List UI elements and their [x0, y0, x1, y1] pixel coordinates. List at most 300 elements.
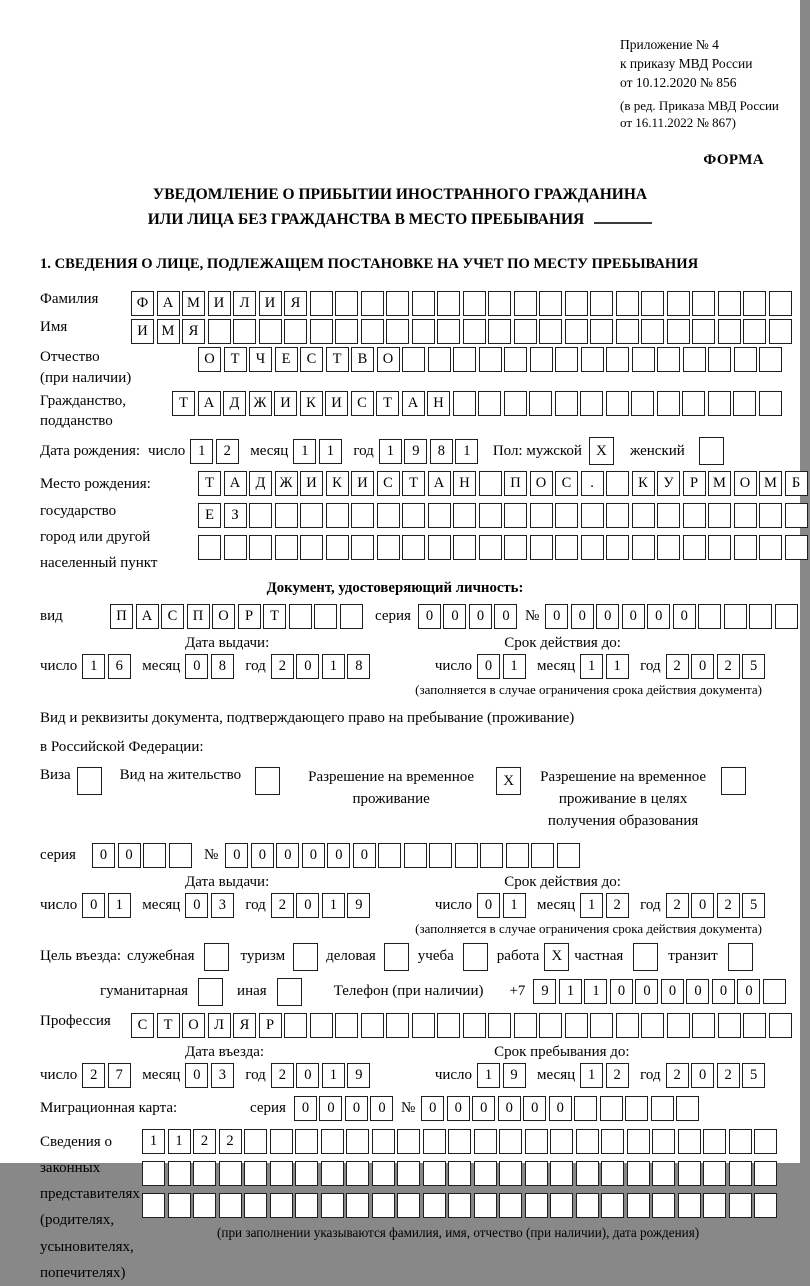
char-cell[interactable]: 2	[271, 654, 294, 679]
char-cell[interactable]: О	[212, 604, 235, 629]
char-cell[interactable]: 0	[185, 1063, 208, 1088]
char-cell[interactable]	[310, 291, 333, 316]
char-cell[interactable]: 0	[185, 654, 208, 679]
char-cell[interactable]	[724, 604, 747, 629]
char-cell[interactable]	[708, 535, 731, 560]
purpose-humanitarian-checkbox[interactable]	[198, 978, 223, 1006]
char-cell[interactable]	[590, 319, 613, 344]
char-cell[interactable]	[504, 347, 527, 372]
char-cell[interactable]: 0	[549, 1096, 572, 1121]
char-cell[interactable]: 0	[294, 1096, 317, 1121]
char-cell[interactable]	[555, 535, 578, 560]
char-cell[interactable]	[412, 319, 435, 344]
char-cell[interactable]: 0	[319, 1096, 342, 1121]
char-cell[interactable]	[474, 1129, 497, 1154]
char-cell[interactable]	[632, 503, 655, 528]
char-cell[interactable]: 0	[92, 843, 115, 868]
char-cell[interactable]	[759, 503, 782, 528]
char-cell[interactable]	[581, 535, 604, 560]
char-cell[interactable]: 0	[691, 1063, 714, 1088]
char-cell[interactable]	[488, 319, 511, 344]
char-cell[interactable]: Е	[198, 503, 221, 528]
char-cell[interactable]: 9	[533, 979, 556, 1004]
char-cell[interactable]	[734, 535, 757, 560]
char-cell[interactable]	[169, 843, 192, 868]
char-cell[interactable]	[423, 1193, 446, 1218]
char-cell[interactable]: Т	[172, 391, 195, 416]
char-cell[interactable]	[606, 391, 629, 416]
char-cell[interactable]	[678, 1193, 701, 1218]
char-cell[interactable]	[769, 1013, 792, 1038]
char-cell[interactable]: 1	[559, 979, 582, 1004]
char-cell[interactable]: С	[131, 1013, 154, 1038]
char-cell[interactable]	[627, 1129, 650, 1154]
char-cell[interactable]: 0	[523, 1096, 546, 1121]
char-cell[interactable]: Я	[284, 291, 307, 316]
char-cell[interactable]	[198, 535, 221, 560]
char-cell[interactable]	[479, 503, 502, 528]
char-cell[interactable]: 2	[606, 893, 629, 918]
char-cell[interactable]	[310, 319, 333, 344]
char-cell[interactable]	[530, 347, 553, 372]
char-cell[interactable]	[550, 1193, 573, 1218]
char-cell[interactable]	[423, 1161, 446, 1186]
char-cell[interactable]	[289, 604, 312, 629]
purpose-transit-checkbox[interactable]	[728, 943, 753, 971]
char-cell[interactable]	[428, 503, 451, 528]
char-cell[interactable]	[437, 319, 460, 344]
char-cell[interactable]	[641, 1013, 664, 1038]
char-cell[interactable]: 5	[742, 654, 765, 679]
char-cell[interactable]: 0	[302, 843, 325, 868]
char-cell[interactable]: 1	[322, 1063, 345, 1088]
char-cell[interactable]	[692, 319, 715, 344]
char-cell[interactable]	[678, 1161, 701, 1186]
char-cell[interactable]: Ф	[131, 291, 154, 316]
char-cell[interactable]	[555, 503, 578, 528]
char-cell[interactable]	[754, 1129, 777, 1154]
char-cell[interactable]	[652, 1193, 675, 1218]
char-cell[interactable]: П	[187, 604, 210, 629]
char-cell[interactable]	[652, 1129, 675, 1154]
char-cell[interactable]	[525, 1193, 548, 1218]
char-cell[interactable]	[514, 1013, 537, 1038]
char-cell[interactable]: Р	[683, 471, 706, 496]
char-cell[interactable]	[335, 291, 358, 316]
char-cell[interactable]: 0	[276, 843, 299, 868]
char-cell[interactable]: 5	[742, 893, 765, 918]
char-cell[interactable]	[692, 291, 715, 316]
char-cell[interactable]: Р	[238, 604, 261, 629]
char-cell[interactable]	[606, 535, 629, 560]
char-cell[interactable]: 0	[296, 1063, 319, 1088]
char-cell[interactable]: 0	[82, 893, 105, 918]
char-cell[interactable]	[703, 1129, 726, 1154]
char-cell[interactable]: 0	[647, 604, 670, 629]
char-cell[interactable]: 3	[211, 893, 234, 918]
char-cell[interactable]	[219, 1161, 242, 1186]
char-cell[interactable]: 9	[347, 1063, 370, 1088]
char-cell[interactable]	[698, 604, 721, 629]
char-cell[interactable]	[377, 503, 400, 528]
char-cell[interactable]: 2	[606, 1063, 629, 1088]
char-cell[interactable]: 1	[379, 439, 402, 464]
char-cell[interactable]	[606, 503, 629, 528]
char-cell[interactable]	[478, 391, 501, 416]
char-cell[interactable]	[504, 503, 527, 528]
char-cell[interactable]	[565, 319, 588, 344]
char-cell[interactable]: 7	[108, 1063, 131, 1088]
char-cell[interactable]: 0	[443, 604, 466, 629]
visa-checkbox[interactable]	[77, 767, 102, 795]
char-cell[interactable]: 1	[319, 439, 342, 464]
char-cell[interactable]	[143, 843, 166, 868]
char-cell[interactable]: А	[224, 471, 247, 496]
char-cell[interactable]: 0	[737, 979, 760, 1004]
char-cell[interactable]: 2	[666, 654, 689, 679]
char-cell[interactable]	[600, 1096, 623, 1121]
sex-male-checkbox[interactable]: X	[589, 437, 614, 465]
char-cell[interactable]: И	[274, 391, 297, 416]
char-cell[interactable]: 0	[571, 604, 594, 629]
char-cell[interactable]: С	[377, 471, 400, 496]
char-cell[interactable]: М	[708, 471, 731, 496]
char-cell[interactable]	[729, 1161, 752, 1186]
char-cell[interactable]: 0	[673, 604, 696, 629]
char-cell[interactable]: Ж	[249, 391, 272, 416]
char-cell[interactable]	[351, 535, 374, 560]
char-cell[interactable]	[412, 291, 435, 316]
char-cell[interactable]	[504, 391, 527, 416]
char-cell[interactable]	[453, 503, 476, 528]
char-cell[interactable]: 2	[717, 654, 740, 679]
char-cell[interactable]	[651, 1096, 674, 1121]
char-cell[interactable]	[652, 1161, 675, 1186]
char-cell[interactable]: 0	[447, 1096, 470, 1121]
char-cell[interactable]	[657, 391, 680, 416]
char-cell[interactable]	[499, 1161, 522, 1186]
char-cell[interactable]: 0	[345, 1096, 368, 1121]
char-cell[interactable]	[346, 1161, 369, 1186]
char-cell[interactable]: 0	[225, 843, 248, 868]
char-cell[interactable]: 5	[742, 1063, 765, 1088]
char-cell[interactable]	[641, 291, 664, 316]
char-cell[interactable]	[437, 291, 460, 316]
char-cell[interactable]: 0	[251, 843, 274, 868]
char-cell[interactable]	[168, 1161, 191, 1186]
char-cell[interactable]	[657, 347, 680, 372]
char-cell[interactable]: 0	[622, 604, 645, 629]
char-cell[interactable]	[455, 843, 478, 868]
char-cell[interactable]	[295, 1129, 318, 1154]
char-cell[interactable]	[504, 535, 527, 560]
char-cell[interactable]	[377, 535, 400, 560]
char-cell[interactable]: 3	[211, 1063, 234, 1088]
char-cell[interactable]: 0	[494, 604, 517, 629]
char-cell[interactable]: 2	[717, 893, 740, 918]
char-cell[interactable]: 0	[596, 604, 619, 629]
char-cell[interactable]: К	[300, 391, 323, 416]
char-cell[interactable]: А	[428, 471, 451, 496]
char-cell[interactable]	[683, 503, 706, 528]
char-cell[interactable]	[708, 347, 731, 372]
char-cell[interactable]	[601, 1161, 624, 1186]
char-cell[interactable]	[372, 1193, 395, 1218]
char-cell[interactable]	[275, 535, 298, 560]
char-cell[interactable]	[514, 319, 537, 344]
char-cell[interactable]	[734, 347, 757, 372]
char-cell[interactable]: И	[351, 471, 374, 496]
residence-permit-checkbox[interactable]	[255, 767, 280, 795]
char-cell[interactable]	[683, 535, 706, 560]
char-cell[interactable]	[581, 347, 604, 372]
char-cell[interactable]	[326, 535, 349, 560]
purpose-work-checkbox[interactable]: X	[544, 943, 569, 971]
char-cell[interactable]	[412, 1013, 435, 1038]
char-cell[interactable]	[429, 843, 452, 868]
char-cell[interactable]: Т	[263, 604, 286, 629]
char-cell[interactable]: Т	[224, 347, 247, 372]
char-cell[interactable]	[631, 391, 654, 416]
char-cell[interactable]: 0	[370, 1096, 393, 1121]
char-cell[interactable]: Р	[259, 1013, 282, 1038]
char-cell[interactable]	[525, 1161, 548, 1186]
char-cell[interactable]	[321, 1193, 344, 1218]
char-cell[interactable]	[759, 347, 782, 372]
char-cell[interactable]	[372, 1129, 395, 1154]
char-cell[interactable]	[733, 391, 756, 416]
char-cell[interactable]	[606, 471, 629, 496]
char-cell[interactable]: К	[326, 471, 349, 496]
char-cell[interactable]: О	[182, 1013, 205, 1038]
char-cell[interactable]: Д	[249, 471, 272, 496]
char-cell[interactable]	[474, 1193, 497, 1218]
char-cell[interactable]	[208, 319, 231, 344]
char-cell[interactable]: 9	[503, 1063, 526, 1088]
char-cell[interactable]	[539, 319, 562, 344]
char-cell[interactable]	[627, 1193, 650, 1218]
char-cell[interactable]	[641, 319, 664, 344]
char-cell[interactable]	[529, 391, 552, 416]
char-cell[interactable]: Т	[376, 391, 399, 416]
char-cell[interactable]: 0	[421, 1096, 444, 1121]
char-cell[interactable]	[259, 319, 282, 344]
char-cell[interactable]: И	[325, 391, 348, 416]
char-cell[interactable]: 0	[610, 979, 633, 1004]
char-cell[interactable]	[703, 1193, 726, 1218]
char-cell[interactable]: 0	[477, 893, 500, 918]
char-cell[interactable]: Е	[275, 347, 298, 372]
char-cell[interactable]	[244, 1129, 267, 1154]
char-cell[interactable]	[479, 535, 502, 560]
char-cell[interactable]	[539, 291, 562, 316]
char-cell[interactable]	[550, 1129, 573, 1154]
char-cell[interactable]	[321, 1129, 344, 1154]
purpose-business-checkbox[interactable]	[204, 943, 229, 971]
char-cell[interactable]	[530, 503, 553, 528]
purpose-other-checkbox[interactable]	[277, 978, 302, 1006]
char-cell[interactable]	[335, 319, 358, 344]
char-cell[interactable]: И	[131, 319, 154, 344]
char-cell[interactable]: Т	[326, 347, 349, 372]
char-cell[interactable]: 0	[327, 843, 350, 868]
char-cell[interactable]: П	[504, 471, 527, 496]
char-cell[interactable]: Н	[427, 391, 450, 416]
char-cell[interactable]: 2	[271, 1063, 294, 1088]
char-cell[interactable]	[479, 471, 502, 496]
char-cell[interactable]	[601, 1129, 624, 1154]
char-cell[interactable]: 0	[472, 1096, 495, 1121]
char-cell[interactable]: 8	[430, 439, 453, 464]
char-cell[interactable]: В	[351, 347, 374, 372]
char-cell[interactable]	[785, 503, 808, 528]
char-cell[interactable]	[402, 347, 425, 372]
char-cell[interactable]: 1	[580, 893, 603, 918]
char-cell[interactable]	[499, 1193, 522, 1218]
char-cell[interactable]: 0	[661, 979, 684, 1004]
char-cell[interactable]: 1	[108, 893, 131, 918]
char-cell[interactable]	[759, 391, 782, 416]
char-cell[interactable]: 1	[503, 654, 526, 679]
char-cell[interactable]	[428, 535, 451, 560]
char-cell[interactable]	[576, 1193, 599, 1218]
char-cell[interactable]: 1	[168, 1129, 191, 1154]
char-cell[interactable]	[397, 1193, 420, 1218]
char-cell[interactable]	[386, 291, 409, 316]
char-cell[interactable]	[314, 604, 337, 629]
char-cell[interactable]: И	[208, 291, 231, 316]
char-cell[interactable]: .	[581, 471, 604, 496]
char-cell[interactable]	[224, 535, 247, 560]
char-cell[interactable]: З	[224, 503, 247, 528]
char-cell[interactable]	[448, 1129, 471, 1154]
char-cell[interactable]: Л	[208, 1013, 231, 1038]
char-cell[interactable]: 0	[185, 893, 208, 918]
char-cell[interactable]: 9	[404, 439, 427, 464]
char-cell[interactable]	[397, 1161, 420, 1186]
char-cell[interactable]	[627, 1161, 650, 1186]
char-cell[interactable]: Б	[785, 471, 808, 496]
char-cell[interactable]	[463, 1013, 486, 1038]
char-cell[interactable]: 0	[691, 893, 714, 918]
char-cell[interactable]	[754, 1193, 777, 1218]
char-cell[interactable]: С	[555, 471, 578, 496]
char-cell[interactable]	[463, 291, 486, 316]
char-cell[interactable]	[295, 1193, 318, 1218]
char-cell[interactable]	[729, 1193, 752, 1218]
char-cell[interactable]: 1	[322, 893, 345, 918]
char-cell[interactable]	[676, 1096, 699, 1121]
char-cell[interactable]	[581, 503, 604, 528]
char-cell[interactable]	[249, 503, 272, 528]
char-cell[interactable]	[346, 1193, 369, 1218]
char-cell[interactable]	[448, 1193, 471, 1218]
char-cell[interactable]	[667, 1013, 690, 1038]
char-cell[interactable]	[743, 319, 766, 344]
char-cell[interactable]	[555, 391, 578, 416]
char-cell[interactable]	[453, 535, 476, 560]
char-cell[interactable]	[453, 347, 476, 372]
char-cell[interactable]	[249, 535, 272, 560]
char-cell[interactable]: С	[351, 391, 374, 416]
char-cell[interactable]	[275, 503, 298, 528]
char-cell[interactable]: 8	[347, 654, 370, 679]
char-cell[interactable]: Ч	[249, 347, 272, 372]
char-cell[interactable]: 0	[477, 654, 500, 679]
char-cell[interactable]	[340, 604, 363, 629]
char-cell[interactable]: 1	[455, 439, 478, 464]
char-cell[interactable]	[616, 1013, 639, 1038]
char-cell[interactable]	[692, 1013, 715, 1038]
char-cell[interactable]: П	[110, 604, 133, 629]
char-cell[interactable]: О	[198, 347, 221, 372]
char-cell[interactable]	[667, 319, 690, 344]
sex-female-checkbox[interactable]	[699, 437, 724, 465]
char-cell[interactable]	[667, 291, 690, 316]
char-cell[interactable]	[361, 291, 384, 316]
char-cell[interactable]: 0	[118, 843, 141, 868]
char-cell[interactable]: 0	[545, 604, 568, 629]
char-cell[interactable]: Т	[402, 471, 425, 496]
char-cell[interactable]	[601, 1193, 624, 1218]
char-cell[interactable]: 0	[353, 843, 376, 868]
char-cell[interactable]	[769, 291, 792, 316]
char-cell[interactable]: А	[402, 391, 425, 416]
char-cell[interactable]	[678, 1129, 701, 1154]
char-cell[interactable]	[550, 1161, 573, 1186]
char-cell[interactable]: 0	[686, 979, 709, 1004]
char-cell[interactable]	[284, 319, 307, 344]
char-cell[interactable]	[386, 1013, 409, 1038]
char-cell[interactable]	[448, 1161, 471, 1186]
char-cell[interactable]: 0	[418, 604, 441, 629]
char-cell[interactable]	[270, 1161, 293, 1186]
char-cell[interactable]: 2	[271, 893, 294, 918]
char-cell[interactable]	[708, 503, 731, 528]
char-cell[interactable]: О	[530, 471, 553, 496]
char-cell[interactable]	[488, 1013, 511, 1038]
char-cell[interactable]	[734, 503, 757, 528]
char-cell[interactable]	[397, 1129, 420, 1154]
char-cell[interactable]	[574, 1096, 597, 1121]
char-cell[interactable]	[683, 347, 706, 372]
char-cell[interactable]: 2	[666, 893, 689, 918]
char-cell[interactable]: Н	[453, 471, 476, 496]
char-cell[interactable]	[555, 347, 578, 372]
char-cell[interactable]: Д	[223, 391, 246, 416]
temp-residence-checkbox[interactable]: X	[496, 767, 521, 795]
char-cell[interactable]	[300, 535, 323, 560]
char-cell[interactable]	[580, 391, 603, 416]
char-cell[interactable]: 2	[193, 1129, 216, 1154]
char-cell[interactable]	[703, 1161, 726, 1186]
char-cell[interactable]	[402, 503, 425, 528]
char-cell[interactable]: 0	[296, 654, 319, 679]
char-cell[interactable]	[351, 503, 374, 528]
char-cell[interactable]: С	[161, 604, 184, 629]
char-cell[interactable]: 1	[606, 654, 629, 679]
char-cell[interactable]	[565, 1013, 588, 1038]
char-cell[interactable]	[625, 1096, 648, 1121]
char-cell[interactable]	[754, 1161, 777, 1186]
char-cell[interactable]: 1	[142, 1129, 165, 1154]
char-cell[interactable]	[193, 1193, 216, 1218]
char-cell[interactable]	[657, 503, 680, 528]
char-cell[interactable]	[270, 1193, 293, 1218]
char-cell[interactable]	[346, 1129, 369, 1154]
char-cell[interactable]	[480, 843, 503, 868]
char-cell[interactable]	[361, 319, 384, 344]
